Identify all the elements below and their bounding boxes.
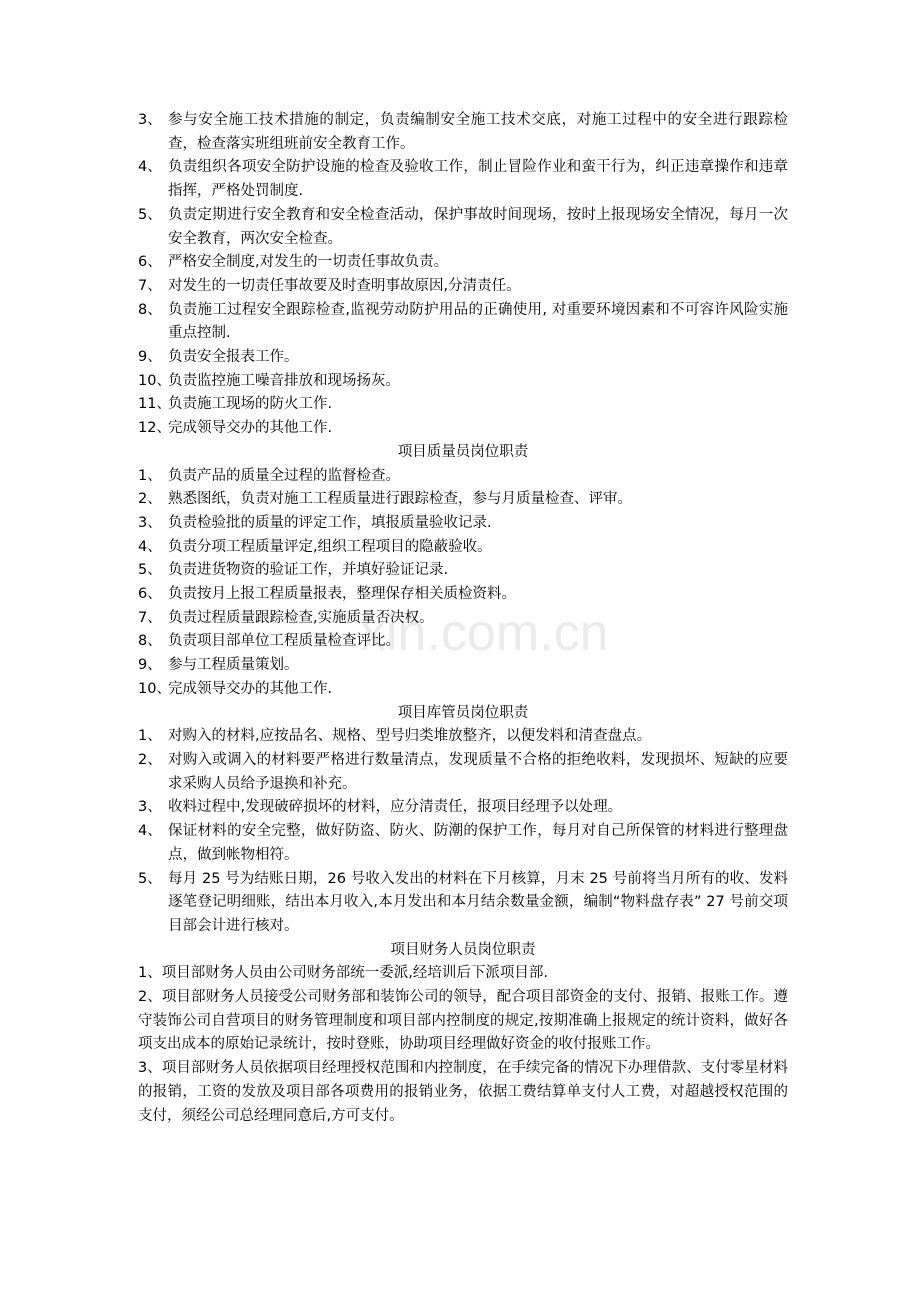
- item-number: 7、: [138, 277, 162, 294]
- item-number: 2、: [138, 751, 162, 768]
- finance-section-title: 项目财务人员岗位职责: [390, 941, 536, 958]
- item-number: 8、: [138, 301, 162, 318]
- item-text: 完成领导交办的其他工作.: [168, 680, 333, 697]
- item-number: 4、: [138, 823, 162, 840]
- item-text: 参与工程质量策划。: [168, 657, 299, 674]
- item-text: 对购入的材料,应按品名、规格、型号归类堆放整齐，以便发料和清查盘点。: [168, 728, 652, 745]
- list-item: [138, 820, 788, 867]
- item-number: 7、: [138, 609, 162, 626]
- item-text: 严格安全制度,对发生的一切责任事故负责。: [168, 254, 449, 271]
- list-item: [138, 607, 788, 631]
- item-text: 负责检验批的质量的评定工作，填报质量验收记录.: [168, 514, 492, 531]
- item-number: 2、: [138, 491, 162, 508]
- list-item: [138, 678, 788, 702]
- item-number: 4、: [138, 159, 162, 176]
- list-item: [138, 536, 788, 560]
- list-item: [138, 109, 788, 156]
- item-text: 参与安全施工技术措施的制定，负责编制安全施工技术交底，对施工过程中的安全进行跟踪检查，检查落实班组班前安全教育工作。: [168, 112, 788, 152]
- finance-paragraph: 3、项目部财务人员依据项目经理授权范围和内控制度，在手续完备的情况下办理借款、支付零星材料的报销，工资的发放及项目部各项费用的报销业务，依据工费结算单支付人工费，对超越授权范围的支付，须经公司总经理同意后,方可支付。: [138, 1060, 788, 1124]
- quality-list: [138, 465, 788, 702]
- list-item: [138, 630, 788, 654]
- quality-section-title: 项目质量员岗位职责: [397, 443, 529, 460]
- item-text: 负责组织各项安全防护设施的检查及验收工作，制止冒险作业和蛮干行为，纠正违章操作和违章指挥，严格处罚制度.: [168, 159, 788, 200]
- list-item: [138, 299, 788, 346]
- item-number: 1、: [138, 728, 162, 745]
- item-number: 12、: [138, 420, 171, 437]
- list-item: [138, 393, 788, 417]
- list-item: [138, 204, 788, 251]
- item-number: 9、: [138, 349, 162, 366]
- list-item: [138, 796, 788, 820]
- item-text: 负责监控施工噪音排放和现场扬灰。: [168, 372, 400, 389]
- item-text: 对发生的一切责任事故要及时查明事故原因,分清责任。: [168, 277, 521, 294]
- item-number: 6、: [138, 586, 162, 603]
- list-item: [138, 488, 788, 512]
- list-item: [138, 156, 788, 203]
- item-number: 9、: [138, 657, 162, 674]
- list-item: [138, 559, 788, 583]
- finance-paragraph: 1、项目部财务人员由公司财务部统一委派,经培训后下派项目部.: [138, 965, 548, 982]
- item-number: 5、: [138, 562, 162, 579]
- item-text: 负责项目部单位工程质量检查评比。: [168, 633, 400, 650]
- warehouse-section-title: 项目库管员岗位职责: [397, 704, 529, 721]
- item-text: 负责产品的质量全过程的监督检查。: [168, 467, 400, 484]
- list-item: [138, 275, 788, 299]
- warehouse-list: [138, 725, 788, 938]
- safety-list: [138, 109, 788, 441]
- item-number: 11、: [138, 396, 171, 413]
- item-text: 负责施工现场的防火工作.: [168, 396, 333, 413]
- item-number: 10、: [138, 372, 171, 389]
- list-item: [138, 868, 788, 939]
- item-text: 收料过程中,发现破碎损坏的材料，应分清责任，报项目经理予以处理。: [168, 799, 623, 816]
- list-item: [138, 749, 788, 796]
- item-number: 6、: [138, 254, 162, 271]
- watermark: xin.com.cn: [360, 604, 609, 662]
- item-text: 负责施工过程安全跟踪检查,监视劳动防护用品的正确使用, 对重要环境因素和不可容许风险实施重点控制.: [168, 301, 788, 342]
- item-number: 3、: [138, 514, 162, 531]
- list-item: [138, 417, 788, 441]
- list-item: [138, 512, 788, 536]
- finance-paragraph: 2、项目部财务人员接受公司财务部和装饰公司的领导，配合项目部资金的支付、报销、报账工作。遵守装饰公司自营项目的财务管理制度和项目部内控制度的规定,按期准确上报规定的统计资料，做好各项支出成本的原始记录统计，按时登账，协助项目经理做好资金的收付报账工作。: [138, 989, 788, 1053]
- list-item: [138, 583, 788, 607]
- item-number: 3、: [138, 799, 162, 816]
- list-item: [138, 654, 788, 678]
- item-number: 1、: [138, 467, 162, 484]
- item-text: 熟悉图纸，负责对施工工程质量进行跟踪检查，参与月质量检查、评审。: [168, 491, 632, 508]
- item-number: 5、: [138, 870, 162, 887]
- item-text: 负责定期进行安全教育和安全检查活动，保护事故时间现场，按时上报现场安全情况，每月一次安全教育，两次安全检查。: [168, 206, 788, 247]
- item-number: 10、: [138, 680, 171, 697]
- finance-list: [138, 962, 788, 1128]
- item-text: 完成领导交办的其他工作.: [168, 420, 333, 437]
- list-item: [138, 251, 788, 275]
- list-item: [138, 465, 788, 489]
- item-text: 每月 25 号为结账日期，26 号收入发出的材料在下月核算，月末 25 号前将当月所有的收、发料逐笔登记明细账，结出本月收入,本月发出和本月结余数量金额，编制“物料盘存表” 27 号前交项目部会计进行核对。: [168, 870, 788, 934]
- item-text: 负责安全报表工作。: [168, 349, 299, 366]
- item-number: 3、: [138, 112, 162, 128]
- item-text: 负责进货物资的验证工作，并填好验证记录.: [168, 562, 449, 579]
- item-text: 对购入或调入的材料要严格进行数量清点，发现质量不合格的拒绝收料，发现损坏、短缺的应要求采购人员给予退换和补充。: [168, 751, 788, 792]
- list-item: [138, 346, 788, 370]
- item-text: 负责分项工程质量评定,组织工程项目的隐蔽验收。: [168, 538, 492, 555]
- list-item: [138, 370, 788, 394]
- document-page: [138, 109, 788, 1128]
- item-text: 负责过程质量跟踪检查,实施质量否决权。: [168, 609, 434, 626]
- item-text: 负责按月上报工程质量报表，整理保存相关质检资料。: [168, 586, 516, 603]
- item-number: 8、: [138, 633, 162, 650]
- list-item: [138, 725, 788, 749]
- item-number: 5、: [138, 206, 162, 223]
- item-text: 保证材料的安全完整，做好防盗、防火、防潮的保护工作，每月对自己所保管的材料进行整理盘点，做到帐物相符。: [168, 823, 788, 863]
- item-number: 4、: [138, 538, 162, 555]
